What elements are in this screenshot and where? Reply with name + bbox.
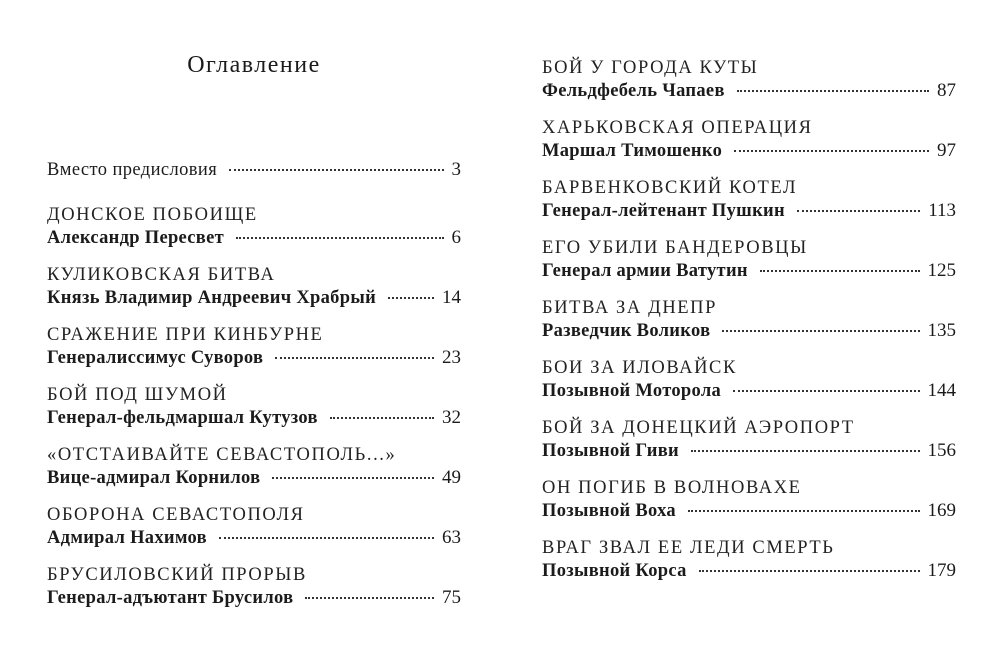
entry-page-number: 14: [442, 287, 461, 308]
leader-dots: [229, 169, 443, 171]
entry-section-title: «ОТСТАИВАЙТЕ СЕВАСТОПОЛЬ...»: [47, 445, 397, 465]
toc-entry: [542, 477, 956, 523]
toc-entry: [542, 57, 956, 103]
toc-entry: [542, 237, 956, 283]
entry-page-number: 3: [451, 159, 461, 180]
leader-dots: [236, 237, 444, 239]
entry-name: Генерал-фельдмаршал Кутузов: [47, 408, 318, 428]
leader-dots: [688, 510, 920, 512]
entry-name: Фельдфебель Чапаев: [542, 81, 725, 101]
entry-name: Вице-адмирал Корнилов: [47, 468, 261, 488]
entry-section-title: ДОНСКОЕ ПОБОИЩЕ: [47, 205, 258, 225]
entry-name: Генерал-адъютант Брусилов: [47, 588, 294, 608]
entry-section-title: ЕГО УБИЛИ БАНДЕРОВЦЫ: [542, 238, 808, 258]
leader-dots: [733, 390, 919, 392]
toc-entry: [47, 204, 461, 250]
leader-dots: [388, 297, 434, 299]
entry-name: Разведчик Воликов: [542, 321, 711, 341]
entry-page-number: 125: [927, 260, 956, 281]
entry-page-number: 179: [927, 560, 956, 581]
leader-dots: [305, 597, 434, 599]
leader-dots: [734, 150, 929, 152]
entry-section-title: ХАРЬКОВСКАЯ ОПЕРАЦИЯ: [542, 118, 813, 138]
entry-name: Александр Пересвет: [47, 228, 224, 248]
toc-entry: [542, 117, 956, 163]
entry-page-number: 97: [937, 140, 956, 161]
leader-dots: [691, 450, 920, 452]
entry-name: Генерал-лейтенант Пушкин: [542, 201, 785, 221]
entry-name: Генералиссимус Суворов: [47, 348, 264, 368]
entry-name: Князь Владимир Андреевич Храбрый: [47, 288, 377, 308]
toc-entry: [47, 264, 461, 310]
entry-name: Маршал Тимошенко: [542, 141, 723, 161]
entry-name: Позывной Гиви: [542, 441, 679, 461]
entry-name: Адмирал Нахимов: [47, 528, 207, 548]
entry-section-title: ВРАГ ЗВАЛ ЕЕ ЛЕДИ СМЕРТЬ: [542, 538, 835, 558]
leader-dots: [272, 477, 434, 479]
entry-section-title: БОЙ ЗА ДОНЕЦКИЙ АЭРОПОРТ: [542, 418, 855, 438]
entry-page-number: 87: [937, 80, 956, 101]
entry-name: Позывной Воха: [542, 501, 676, 521]
entry-page-number: 156: [927, 440, 956, 461]
toc-entry: [47, 324, 461, 370]
entry-page-number: 23: [442, 347, 461, 368]
leader-dots: [797, 210, 920, 212]
toc-entry: [47, 564, 461, 610]
entry-page-number: 169: [927, 500, 956, 521]
toc-entry-foreword: [47, 158, 461, 182]
entry-section-title: ОБОРОНА СЕВАСТОПОЛЯ: [47, 505, 305, 525]
entry-section-title: ОН ПОГИБ В ВОЛНОВАХЕ: [542, 478, 802, 498]
entry-section-title: БОЙ ПОД ШУМОЙ: [47, 385, 228, 405]
entry-section-title: БАРВЕНКОВСКИЙ КОТЕЛ: [542, 178, 798, 198]
entry-name: Позывной Корса: [542, 561, 687, 581]
entry-page-number: 75: [442, 587, 461, 608]
entry-section-title: БРУСИЛОВСКИЙ ПРОРЫВ: [47, 565, 307, 585]
leader-dots: [722, 330, 919, 332]
entry-name: Генерал армии Ватутин: [542, 261, 748, 281]
toc-entry: [47, 384, 461, 430]
leader-dots: [737, 90, 929, 92]
entry-page-number: 49: [442, 467, 461, 488]
toc-title: Оглавление: [187, 52, 321, 78]
toc-entry: [542, 417, 956, 463]
toc-entry: [47, 504, 461, 550]
leader-dots: [275, 357, 434, 359]
toc-entry: [47, 444, 461, 490]
entry-section-title: СРАЖЕНИЕ ПРИ КИНБУРНЕ: [47, 325, 324, 345]
toc-entry: [542, 537, 956, 583]
entry-name: Позывной Моторола: [542, 381, 722, 401]
entry-page-number: 135: [927, 320, 956, 341]
entry-page-number: 6: [451, 227, 461, 248]
toc-entry: [542, 177, 956, 223]
leader-dots: [760, 270, 920, 272]
entry-section-title: БОИ ЗА ИЛОВАЙСК: [542, 358, 737, 378]
leader-dots: [219, 537, 434, 539]
entry-page-number: 63: [442, 527, 461, 548]
entry-page-number: 32: [442, 407, 461, 428]
entry-section-title: КУЛИКОВСКАЯ БИТВА: [47, 265, 276, 285]
entry-page-number: 113: [928, 200, 956, 221]
entry-section-title: БОЙ У ГОРОДА КУТЫ: [542, 58, 759, 78]
leader-dots: [330, 417, 434, 419]
entry-page-number: 144: [927, 380, 956, 401]
entry-name: Вместо предисловия: [47, 160, 218, 180]
toc-entry: [542, 297, 956, 343]
entry-section-title: БИТВА ЗА ДНЕПР: [542, 298, 718, 318]
toc-entry: [542, 357, 956, 403]
leader-dots: [699, 570, 920, 572]
